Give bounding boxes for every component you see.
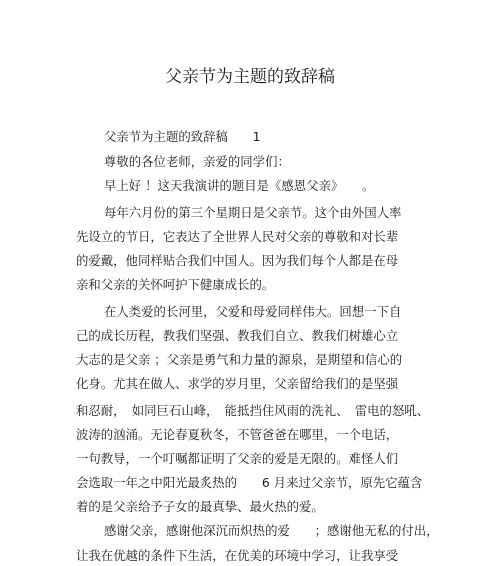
paragraph-line: 在人类爱的长河里，父爱和母爱同样伟大。回想一下自 xyxy=(104,304,402,319)
paragraph-line: 化身。尤其在做人、求学的岁月里，父亲留给我们的是坚强 xyxy=(76,376,399,391)
paragraph-line: 亲和父亲的关怀呵护下健康成长的。 xyxy=(76,277,275,292)
document-title: 父亲节为主题的致辞稿 xyxy=(165,67,335,87)
paragraph-line: 感谢父亲，感谢他深沉而炽热的爱 ；感谢他无私的付出， xyxy=(104,523,439,538)
heading-line: 父亲节为主题的致辞稿 1 xyxy=(104,129,261,144)
greeting-line: 早上好 ！这天我演讲的题目是《感恩父亲》 。 xyxy=(104,178,375,193)
paragraph-line: 会选取一年之中阳光最炙热的 6 月来过父亲节，原先它蕴含 xyxy=(76,475,423,490)
paragraph-line: 己的成长历程，教我们坚强、教我们自立、教我们树雄心立 xyxy=(76,328,399,343)
paragraph-line: 先设立的节日，它表达了全世界人民对父亲的尊敬和对长辈 xyxy=(76,229,399,244)
paragraph-line: 和忍耐， 如同巨石山峰， 能抵挡住风雨的洗礼、 雷电的怒吼、 xyxy=(76,403,430,418)
paragraph-line: 让我在优越的条件下生活，在优美的环境中学习，让我享受 xyxy=(76,548,399,563)
salutation-line: 尊敬的各位老师，亲爱的同学们： xyxy=(104,154,290,169)
paragraph-line: 着的是父亲给予子女的最真挚、最火热的爱。 xyxy=(76,499,324,514)
paragraph-line: 大志的是父亲 ；父亲是勇气和力量的源泉，是期望和信心的 xyxy=(76,352,403,367)
paragraph-line: 波涛的汹涌。无论春夏秋冬，不管爸爸在哪里，一个电话， xyxy=(76,427,399,442)
paragraph-line: 每年六月份的第三个星期日是父亲节。这个由外国人率 xyxy=(104,205,402,220)
paragraph-line: 一句教导，一个叮嘱都证明了父亲的爱是无限的。难怪人们 xyxy=(76,451,399,466)
paragraph-line: 的爱戴，他同样贴合我们中国人。因为我们每个人都是在母 xyxy=(76,253,399,268)
